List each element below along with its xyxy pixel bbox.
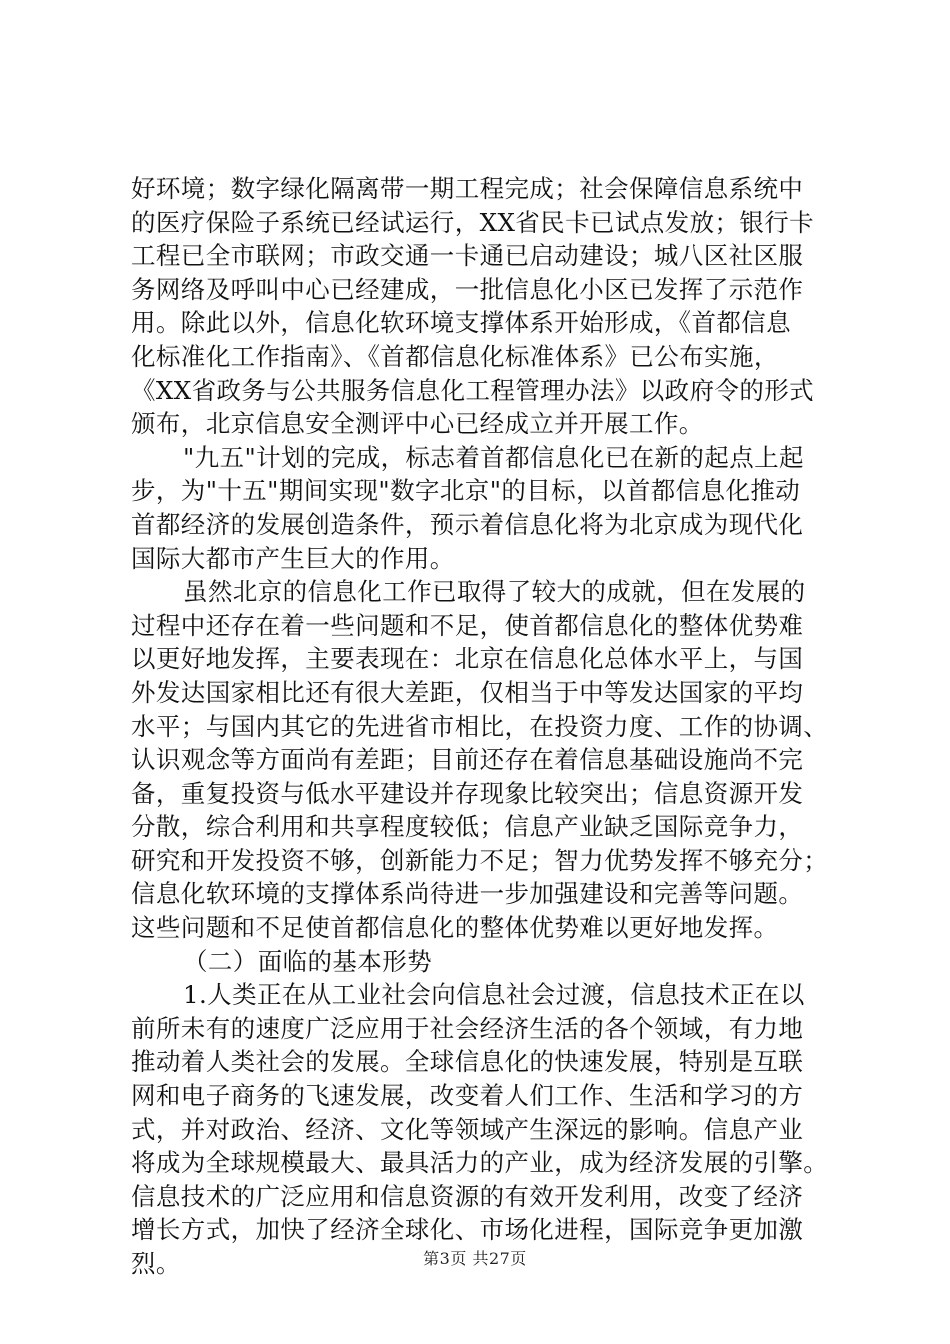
paragraph-line: 国际大都市产生巨大的作用。: [131, 543, 455, 573]
paragraph-line: 的医疗保险子系统已经试运行，XX省民卡已试点发放；银行卡: [131, 207, 815, 237]
paragraph-line: 外发达国家相比还有很大差距，仅相当于中等发达国家的平均: [131, 677, 804, 707]
paragraph-line: 过程中还存在着一些问题和不足，使首都信息化的整体优势难: [131, 610, 804, 640]
paragraph-line: 步，为"十五"期间实现"数字北京"的目标，以首都信息化推动: [131, 476, 801, 506]
paragraph-line: 首都经济的发展创造条件，预示着信息化将为北京成为现代化: [131, 509, 804, 539]
paragraph-line: 式，并对政治、经济、文化等领域产生深远的影响。信息产业: [131, 1114, 804, 1144]
paragraph-line: 认识观念等方面尚有差距；目前还存在着信息基础设施尚不完: [131, 745, 804, 775]
paragraph-line: 用。除此以外，信息化软环境支撑体系开始形成，《首都信息: [131, 308, 792, 338]
document-body: [131, 172, 831, 1281]
paragraph-3: [131, 575, 831, 945]
paragraph-line: 以更好地发挥，主要表现在：北京在信息化总体水平上，与国: [131, 644, 804, 674]
section-heading: （二）面临的基本形势: [183, 946, 432, 976]
paragraph-line: 增长方式，加快了经济全球化、市场化进程，国际竞争更加激: [131, 1215, 804, 1245]
paragraph-line: "九五"计划的完成，标志着首都信息化已在新的起点上起: [183, 442, 804, 472]
paragraph-line: 烈。: [131, 1249, 181, 1278]
paragraph-2: [131, 441, 831, 575]
paragraph-4: [131, 978, 831, 1280]
paragraph-line: 研究和开发投资不够，创新能力不足；智力优势发挥不够充分；: [131, 845, 829, 875]
paragraph-line: 推动着人类社会的发展。全球信息化的快速发展，特别是互联: [131, 1047, 804, 1077]
paragraph-line: 虽然北京的信息化工作已取得了较大的成就，但在发展的: [183, 577, 806, 607]
paragraph-line: 水平；与国内其它的先进省市相比，在投资力度、工作的协调、: [131, 711, 829, 741]
paragraph-line: 信息技术的广泛应用和信息资源的有效开发利用，改变了经济: [131, 1181, 804, 1211]
paragraph-line: 这些问题和不足使首都信息化的整体优势难以更好地发挥。: [131, 913, 779, 943]
paragraph-line: 务网络及呼叫中心已经建成，一批信息化小区已发挥了示范作: [131, 274, 804, 304]
paragraph-1: [131, 172, 831, 441]
paragraph-line: 工程已全市联网；市政交通一卡通已启动建设；城八区社区服: [131, 241, 804, 271]
paragraph-line: 备，重复投资与低水平建设并存现象比较突出；信息资源开发: [131, 778, 804, 808]
paragraph-line: 1.人类正在从工业社会向信息社会过渡，信息技术正在以: [183, 980, 805, 1010]
page-number-footer: 第3页 共27页: [423, 1249, 527, 1268]
paragraph-line: 网和电子商务的飞速发展，改变着人们工作、生活和学习的方: [131, 1081, 804, 1111]
paragraph-line: 好环境；数字绿化隔离带一期工程完成；社会保障信息系统中: [131, 174, 804, 203]
paragraph-line: 信息化软环境的支撑体系尚待进一步加强建设和完善等问题。: [131, 879, 804, 909]
paragraph-line: 化标准化工作指南》、《首都信息化标准体系》已公布实施，: [131, 341, 779, 371]
paragraph-line: 前所未有的速度广泛应用于社会经济生活的各个领域，有力地: [131, 1013, 804, 1043]
paragraph-line: 颁布，北京信息安全测评中心已经成立并开展工作。: [131, 409, 704, 439]
paragraph-line: 《XX省政务与公共服务信息化工程管理办法》以政府令的形式: [131, 375, 815, 405]
paragraph-line: 分散，综合利用和共享程度较低；信息产业缺乏国际竞争力，: [131, 812, 804, 842]
paragraph-line: 将成为全球规模最大、最具活力的产业，成为经济发展的引擎。: [131, 1148, 829, 1178]
